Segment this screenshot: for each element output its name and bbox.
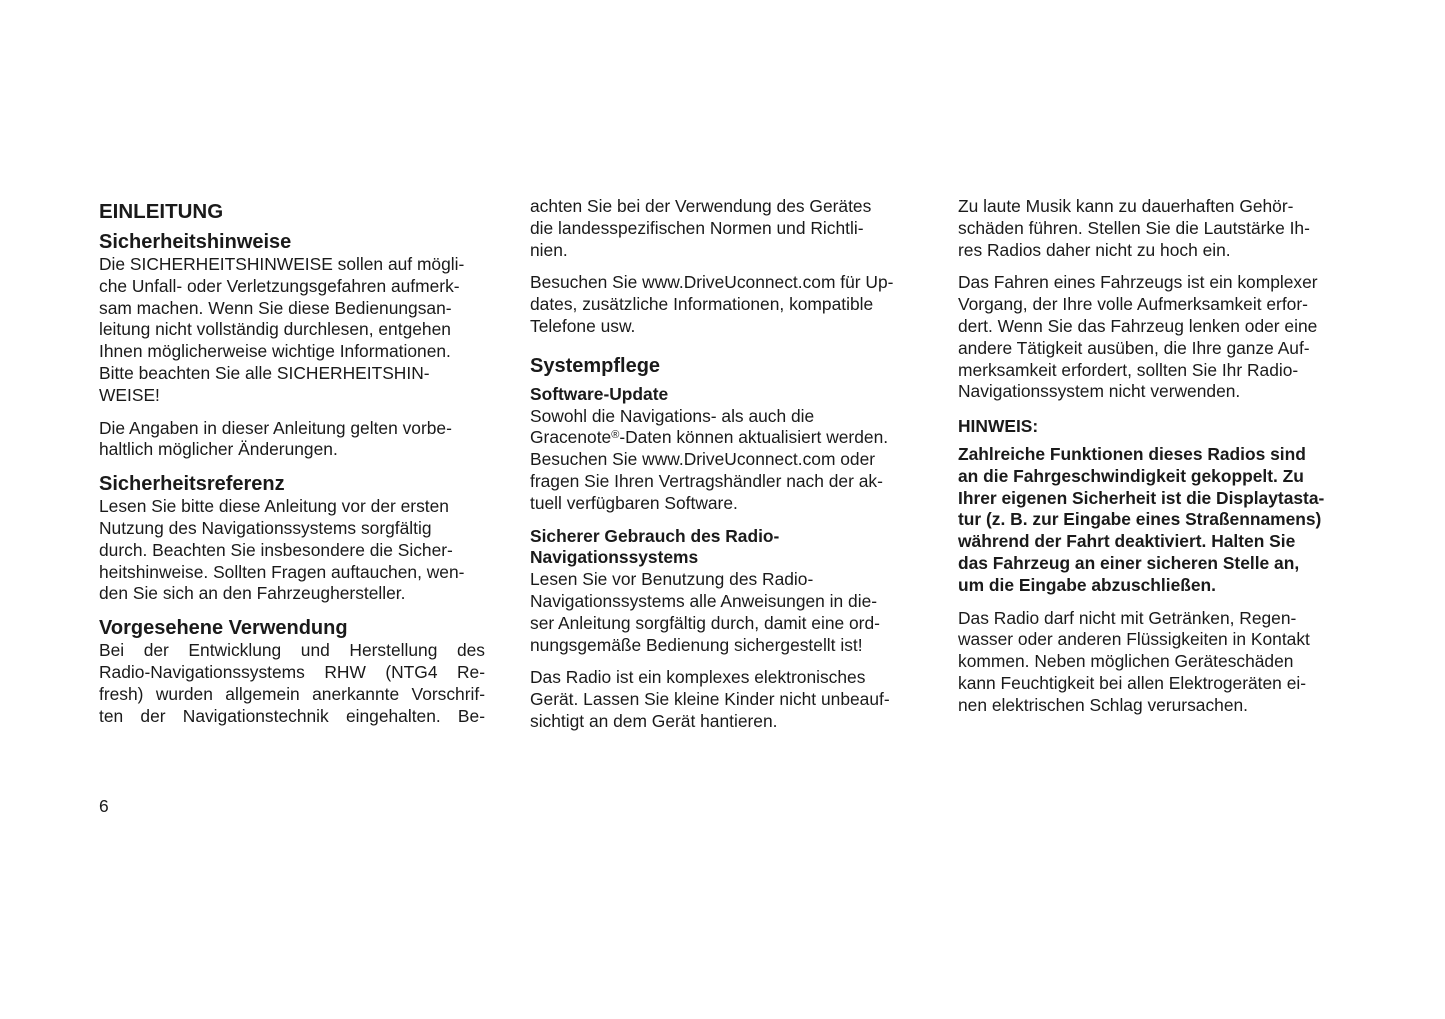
paragraph: Bei der Entwicklung und Herstellung des Radio-Navigationssystems RHW (NTG4 Re- fresh) wurden allgemein anerkannte Vorschrif- ten der Navigationstechnik eingehalten. Be- — [99, 640, 485, 726]
paragraph: Die SICHERHEITSHINWEISE sollen auf mögli- che Unfall- oder Verletzungsgefahren aufmerk- sam machen. Wenn Sie diese Bedienungsan- leitung nicht vollständig durchlesen, entgehen Ihnen möglicherweise wichtige Informationen. Bitte beachten Sie alle SICHERHEITSHIN- WEISE! — [99, 254, 465, 405]
section-title-sicherheitsreferenz: Sicherheitsreferenz — [99, 473, 285, 496]
subsection-title-sicherer-gebrauch: Sicherer Gebrauch des Radio- Navigationssystems — [530, 525, 780, 568]
section-title-systempflege: Systempflege — [530, 354, 661, 377]
note-label: HINWEIS: — [958, 416, 1039, 437]
note-text: Zahlreiche Funktionen dieses Radios sind an die Fahrgeschwindigkeit gekoppelt. Zu Ihrer eigenen Sicherheit ist die Displaytasta- tur (z. B. zur Eingabe eines Straßennamens) während der Fahrt deaktiviert. Halten Sie das Fahrzeug an einer sicheren Stelle an, um die Eingabe abzuschließen. — [958, 443, 1325, 595]
page-number: 6 — [99, 796, 109, 816]
paragraph: Die Angaben in dieser Anleitung gelten vorbe- haltlich möglicher Änderungen. — [99, 417, 452, 460]
paragraph: Besuchen Sie www.DriveUconnect.com für Up- dates, zusätzliche Informationen, kompatible Telefone usw. — [530, 272, 894, 336]
paragraph: Lesen Sie vor Benutzung des Radio- Navigationssystems alle Anweisungen in die- ser Anleitung sorgfältig durch, damit eine ord- nungsgemäße Bedienung sichergestellt ist! — [530, 569, 880, 655]
paragraph: achten Sie bei der Verwendung des Gerätes die landesspezifischen Normen und Richtli- nien. — [530, 196, 872, 260]
column-left — [99, 196, 485, 727]
column-middle — [530, 196, 916, 733]
paragraph: Das Fahren eines Fahrzeugs ist ein komplexer Vorgang, der Ihre volle Aufmerksamkeit erfor- dert. Wenn Sie das Fahrzeug lenken oder eine andere Tätigkeit ausüben, die Ihre ganze Auf- merksamkeit erfordert, sollten Sie Ihr Radio- Navigationssystem nicht verwenden. — [958, 272, 1318, 402]
column-right — [958, 196, 1344, 717]
section-title-vorgesehene-verwendung: Vorgesehene Verwendung — [99, 617, 348, 640]
paragraph: Zu laute Musik kann zu dauerhaften Gehör- schäden führen. Stellen Sie die Lautstärke Ih- res Radios daher nicht zu hoch ein. — [958, 196, 1310, 260]
paragraph: Das Radio ist ein komplexes elektronisches Gerät. Lassen Sie kleine Kinder nicht unbeauf- sichtigt an dem Gerät hantieren. — [530, 667, 890, 731]
chapter-heading: EINLEITUNG — [99, 200, 224, 223]
subsection-title-software-update: Software-Update — [530, 383, 669, 404]
section-title-sicherheitshinweise: Sicherheitshinweise — [99, 231, 292, 253]
paragraph: Lesen Sie bitte diese Anleitung vor der ersten Nutzung des Navigationssystems sorgfältig durch. Beachten Sie insbesondere die Sicher- heitshinweise. Sollten Fragen auftauchen, wen- den Sie sich an den Fahrzeughersteller. — [99, 496, 465, 604]
paragraph: Das Radio darf nicht mit Getränken, Regen- wasser oder anderen Flüssigkeiten in Kontakt kommen. Neben möglichen Geräteschäden kann Feuchtigkeit bei allen Elektrogeräten ei- nen elektrischen Schlag verursachen. — [958, 607, 1310, 715]
paragraph — [530, 406, 916, 515]
text-fragment: Sowohl die Navigations- als auch die Gracenote — [530, 405, 815, 448]
text-fragment: -Daten können aktualisiert werden. Besuchen Sie www.DriveUconnect.com oder fragen Sie Ihren Vertragshändler nach der ak- tuell verfügbaren Software. — [530, 427, 889, 513]
registered-mark: ® — [611, 429, 620, 442]
